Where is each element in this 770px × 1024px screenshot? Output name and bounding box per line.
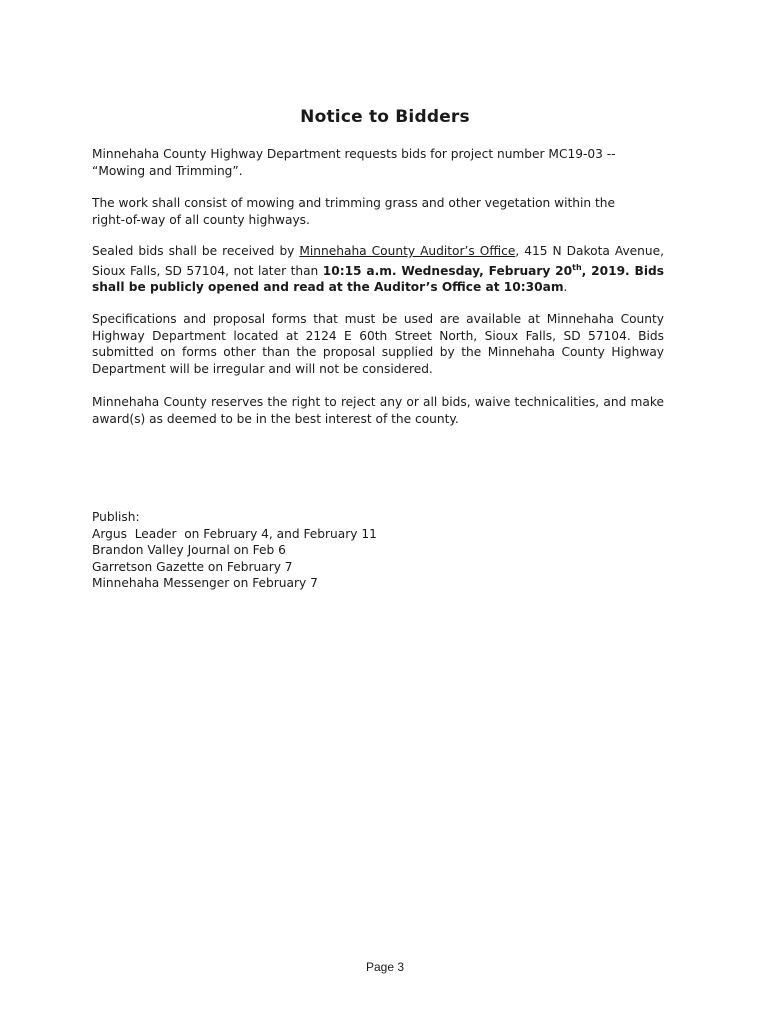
paragraph-work-scope-line1: The work shall consist of mowing and trimming grass and other vegetation within the [92, 196, 615, 210]
auditor-office-name: Minnehaha County Auditor’s Office [299, 244, 516, 258]
page-number: Page 3 [365, 960, 405, 974]
paragraph-project-request-line2: “Mowing and Trimming”. [92, 163, 243, 178]
paragraph-work-scope-line2: right-of-way of all county highways. [92, 212, 310, 227]
bid-deadline-year: , 2019. [581, 263, 630, 278]
paragraph-project-request [92, 146, 664, 179]
bid-deadline-ordinal: th [572, 262, 582, 272]
paragraph-specifications: Specifications and proposal forms that must be used are available at Minnehaha County Highway Department located at 2124 E 60th Street North, Sioux Falls, SD 57104. Bids submitted on forms other than the proposal supplied by the Minnehaha County Highway Department will be irregular and will not be considered. [92, 312, 664, 376]
bid-opening-statement: Bids shall be publicly opened and read at the Auditor’s Office at 10:30am [92, 263, 664, 295]
publish-heading: Publish: [92, 510, 140, 524]
paragraph-county-rights: Minnehaha County reserves the right to reject any or all bids, waive technicalities, and make award(s) as deemed to be in the best interest of the county. [92, 395, 664, 426]
bid-deadline [323, 264, 630, 278]
sealed-bids-intro: Sealed bids shall be received by [92, 244, 300, 258]
publish-list [92, 509, 377, 592]
publish-item: Brandon Valley Journal on Feb 6 [92, 543, 286, 557]
page-title: Notice to Bidders [300, 107, 470, 127]
paragraph-work-scope [92, 195, 664, 228]
auditor-office-address: , 415 N Dakota Avenue, Sioux Falls, SD 57104, not later than [92, 244, 664, 278]
publish-item: Garretson Gazette on February 7 [92, 559, 293, 574]
paragraph-project-request-line1: Minnehaha County Highway Department requests bids for project number MC19-03 -- [92, 147, 616, 161]
bid-deadline-date: 10:15 a.m. Wednesday, February 20 [322, 263, 573, 278]
publish-item: Argus Leader on February 4, and February 11 [92, 526, 377, 541]
publish-item: Minnehaha Messenger on February 7 [92, 576, 318, 590]
sealed-bids-end: . [563, 280, 568, 295]
paragraph-sealed-bids [92, 243, 664, 296]
